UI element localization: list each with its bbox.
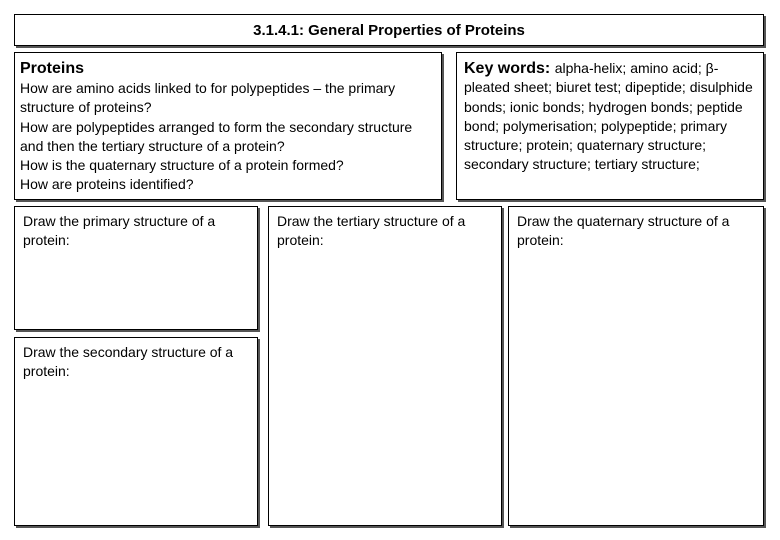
keywords-heading: Key words: — [464, 60, 551, 77]
keywords-list: alpha-helix; amino acid; β-pleated sheet; biuret test; dipeptide; disulphide bonds; ionic bonds; hydrogen bonds; peptide bond; polymerisation; polypeptide; primary structure; protein; quaternary structure; secondary structure; tertiary structure; — [464, 60, 753, 173]
proteins-heading: Proteins — [20, 60, 85, 77]
question-item: How are amino acids linked to for polypeptides – the primary structure of proteins? — [20, 80, 396, 116]
proteins-questions — [20, 79, 436, 195]
primary-structure-box[interactable] — [14, 206, 258, 330]
quaternary-structure-box[interactable] — [508, 206, 764, 526]
question-item: How is the quaternary structure of a protein formed? — [20, 157, 344, 174]
question-item: How are polypeptides arranged to form the secondary structure and then the tertiary structure of a protein? — [20, 118, 413, 154]
page-title: 3.1.4.1: General Properties of Proteins — [253, 21, 525, 39]
keywords-box — [456, 52, 764, 200]
tertiary-structure-prompt: Draw the tertiary structure of a protein: — [277, 213, 466, 249]
quaternary-structure-prompt: Draw the quaternary structure of a protein: — [517, 213, 730, 249]
secondary-structure-prompt: Draw the secondary structure of a protein: — [23, 344, 234, 380]
tertiary-structure-box[interactable] — [268, 206, 502, 526]
secondary-structure-box[interactable] — [14, 337, 258, 526]
question-item: How are proteins identified? — [20, 176, 194, 193]
proteins-box — [14, 52, 442, 200]
title-box — [14, 14, 764, 46]
primary-structure-prompt: Draw the primary structure of a protein: — [23, 213, 216, 249]
